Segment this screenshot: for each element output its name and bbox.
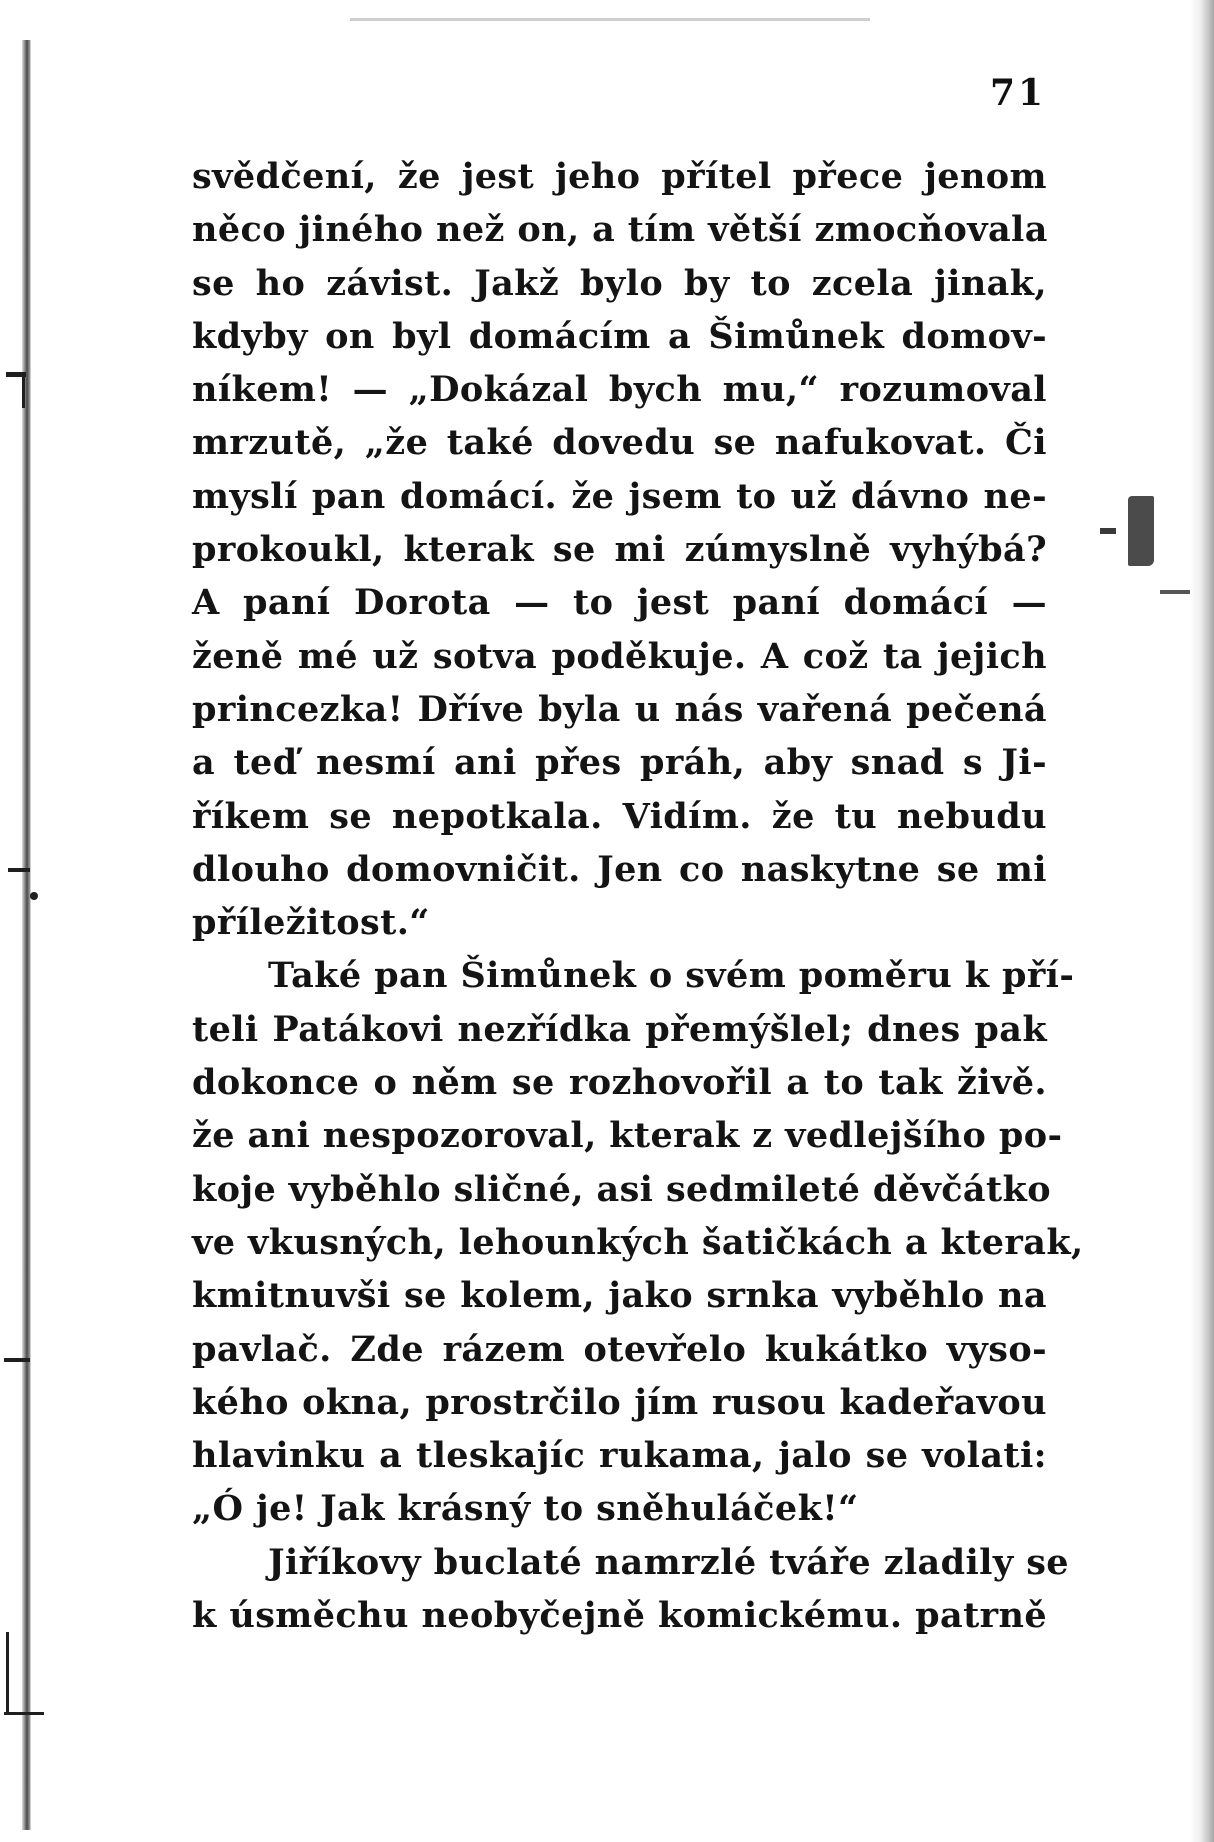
binding-mark — [6, 1632, 9, 1712]
text-line: dokonce o něm se rozhovořil a to tak živě. — [192, 1062, 1047, 1104]
text-line: mrzutě, „že také dovedu se nafukovat. Či — [192, 422, 1047, 464]
text-line: ve vkusných, lehounkých šatičkách a kterak, — [192, 1221, 1084, 1263]
text-line: kdyby on byl domácím a Šimůnek domov- — [192, 315, 1047, 357]
text-line: „Ó je! Jak krásný to sněhuláček!“ — [192, 1488, 859, 1530]
text-line: říkem se nepotkala. Vidím. že tu nebudu — [192, 795, 1047, 837]
binding-mark — [22, 372, 25, 408]
text-line: teli Patákovi nezřídka přemýšlel; dnes pak — [192, 1008, 1047, 1050]
text-line: ženě mé už sotva poděkuje. A což ta jejich — [192, 635, 1047, 677]
text-line: pavlač. Zde rázem otevřelo kukátko vyso- — [192, 1328, 1047, 1370]
page-number: 71 — [990, 72, 1047, 114]
text-line: Také pan Šimůnek o svém poměru k pří- — [268, 955, 1075, 997]
page-edge-right — [1190, 0, 1214, 1842]
text-line: svědčení, že jest jeho přítel přece jenom — [192, 156, 1047, 197]
page-edge-left — [22, 40, 31, 1830]
binding-mark — [30, 892, 38, 900]
text-line: hlavinku a tleskajíc rukama, jalo se volati: — [192, 1435, 1047, 1477]
text-line: k úsměchu neobyčejně komickému. patrně — [192, 1595, 1047, 1637]
text-line: kého okna, prostrčilo jím rusou kadeřavou — [192, 1381, 1047, 1423]
text-line: A paní Dorota — to jest paní domácí — — [192, 582, 1047, 624]
binding-mark — [8, 868, 30, 872]
binding-mark — [4, 1358, 30, 1362]
text-line: Jiříkovy buclaté namrzlé tváře zladily se — [268, 1541, 1069, 1583]
text-line: níkem! — „Dokázal bych mu,“ rozumoval — [192, 369, 1047, 411]
text-line: a teď nesmí ani přes práh, aby snad s Ji- — [192, 742, 1047, 784]
text-line: něco jiného než on, a tím větší zmocňovala — [192, 209, 1048, 251]
top-rule — [350, 18, 870, 21]
binding-mark — [4, 1712, 44, 1715]
text-line: se ho závist. Jakž bylo by to zcela jinak, — [192, 262, 1047, 304]
text-line: princezka! Dříve byla u nás vařená pečená — [192, 688, 1047, 730]
text-line: že ani nespozoroval, kterak z vedlejšího po- — [192, 1115, 1063, 1157]
body-text — [192, 150, 1084, 1642]
text-line: myslí pan domácí. že jsem to už dávno ne- — [192, 475, 1047, 517]
ink-smudge — [1160, 590, 1190, 594]
text-line: dlouho domovničit. Jen co naskytne se mi — [192, 848, 1047, 890]
text-line: prokoukl, kterak se mi zúmyslně vyhýbá? — [192, 529, 1047, 571]
text-line: příležitost.“ — [192, 902, 430, 944]
text-line: koje vyběhlo sličné, asi sedmileté děvčátko — [192, 1168, 1051, 1210]
ink-smudge — [1100, 528, 1116, 534]
text-line: kmitnuvši se kolem, jako srnka vyběhlo na — [192, 1275, 1047, 1317]
ink-smudge — [1128, 496, 1154, 566]
